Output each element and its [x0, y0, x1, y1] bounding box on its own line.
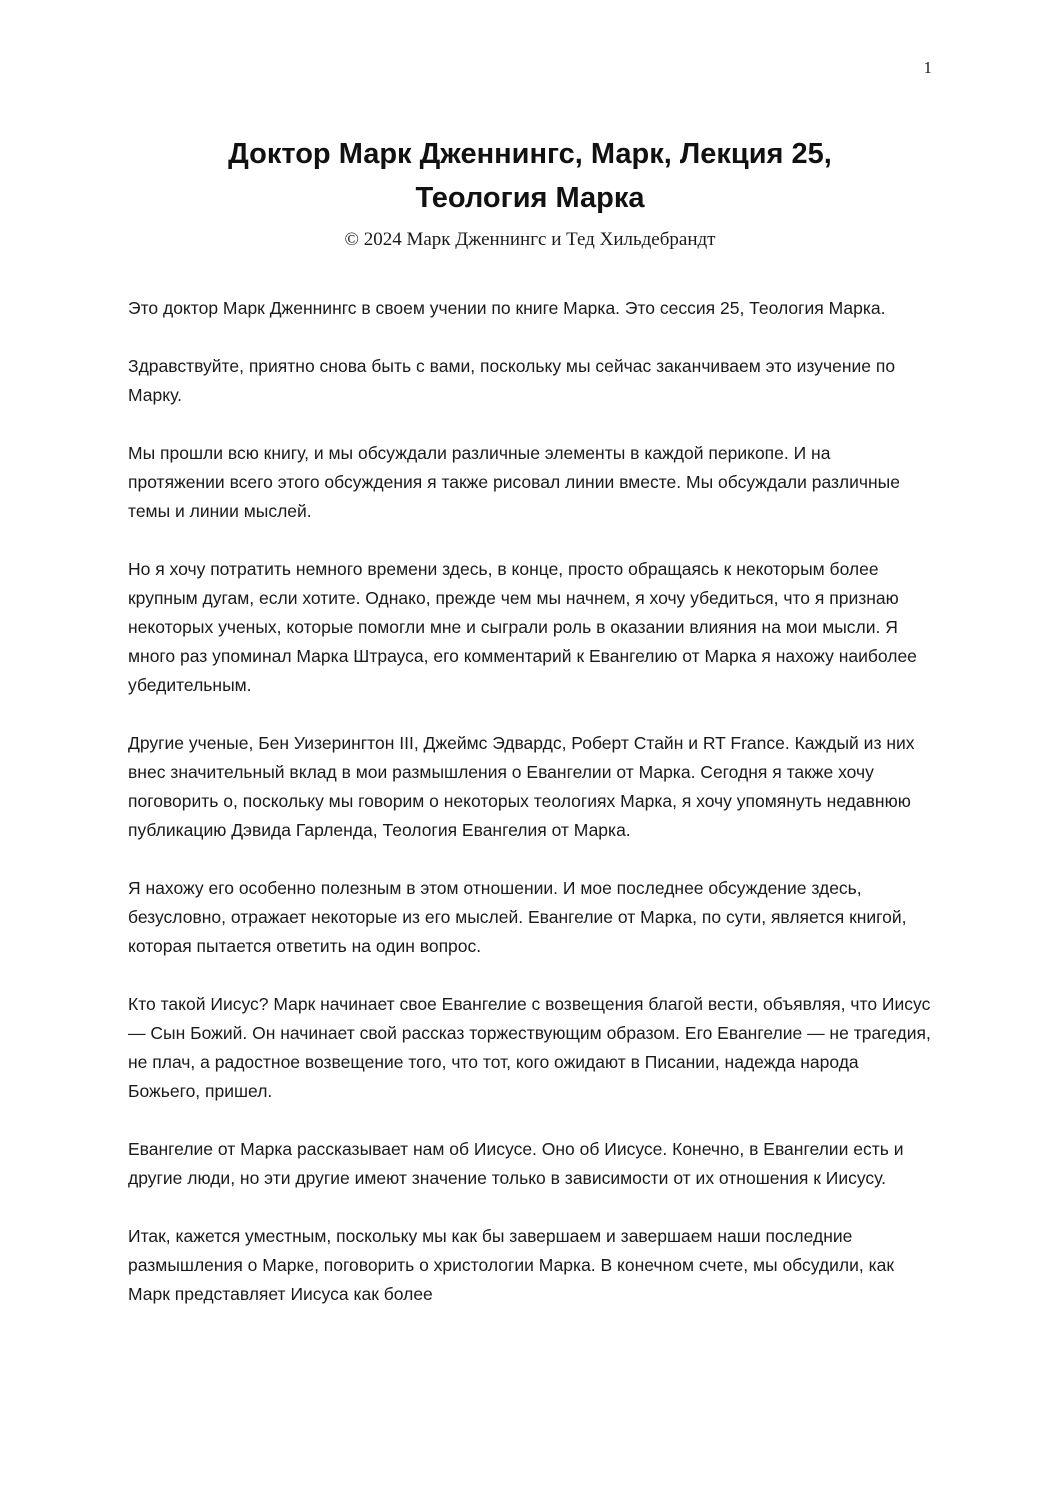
paragraph: Другие ученые, Бен Уизерингтон III, Джеймс Эдвардс, Роберт Стайн и RT France. Каждый из них внес значительный вклад в мои размышления о Евангелии от Марка. Сегодня я также хочу поговорить о, поскольку мы говорим о некоторых теологиях Марка, я хочу упомянуть недавнюю публикацию Дэвида Гарленда, Теология Евангелия от Марка.: [128, 733, 915, 840]
paragraph: Я нахожу его особенно полезным в этом отношении. И мое последнее обсуждение здесь, безусловно, отражает некоторые из его мыслей. Евангелие от Марка, по сути, является книгой, которая пытается ответить на один вопрос.: [128, 878, 907, 956]
document-body: [128, 294, 932, 1309]
copyright-line: © 2024 Марк Дженнингс и Тед Хильдебрандт: [344, 229, 716, 250]
paragraph: Кто такой Иисус? Марк начинает свое Евангелие с возвещения благой вести, объявляя, что Иисус — Сын Божий. Он начинает свой рассказ торжествующим образом. Его Евангелие — не трагедия, не плач, а радостное возвещение того, что тот, кого ожидают в Писании, надежда народа Божьего, пришел.: [128, 994, 931, 1101]
document-title-line2: Теология Марка: [415, 182, 645, 214]
paragraph: Но я хочу потратить немного времени здесь, в конце, просто обращаясь к некоторым более крупным дугам, если хотите. Однако, прежде чем мы начнем, я хочу убедиться, что я признаю некоторых ученых, которые помогли мне и сыграли роль в оказании влияния на мои мысли. Я много раз упоминал Марка Штрауса, его комментарий к Евангелию от Марка я нахожу наиболее убедительным.: [128, 559, 917, 695]
document-title-line1: Доктор Марк Дженнингс, Марк, Лекция 25,: [228, 138, 832, 170]
paragraph: Евангелие от Марка рассказывает нам об Иисусе. Оно об Иисусе. Конечно, в Евангелии есть и другие люди, но эти другие имеют значение только в зависимости от их отношения к Иисусу.: [128, 1139, 904, 1188]
paragraph: Это доктор Марк Дженнингс в своем учении по книге Марка. Это сессия 25, Теология Марка.: [128, 298, 886, 318]
document-content: [128, 132, 932, 1338]
paragraph: Итак, кажется уместным, поскольку мы как бы завершаем и завершаем наши последние размышления о Марке, поговорить о христологии Марка. В конечном счете, мы обсудили, как Марк представляет Иисуса как более: [128, 1226, 895, 1304]
paragraph: Мы прошли всю книгу, и мы обсуждали различные элементы в каждой перикопе. И на протяжении всего этого обсуждения я также рисовал линии вместе. Мы обсуждали различные темы и линии мыслей.: [128, 443, 900, 521]
document-title: [128, 132, 932, 220]
paragraph: Здравствуйте, приятно снова быть с вами, поскольку мы сейчас заканчиваем это изучение по Марку.: [128, 356, 896, 405]
page-number: 1: [923, 58, 932, 77]
